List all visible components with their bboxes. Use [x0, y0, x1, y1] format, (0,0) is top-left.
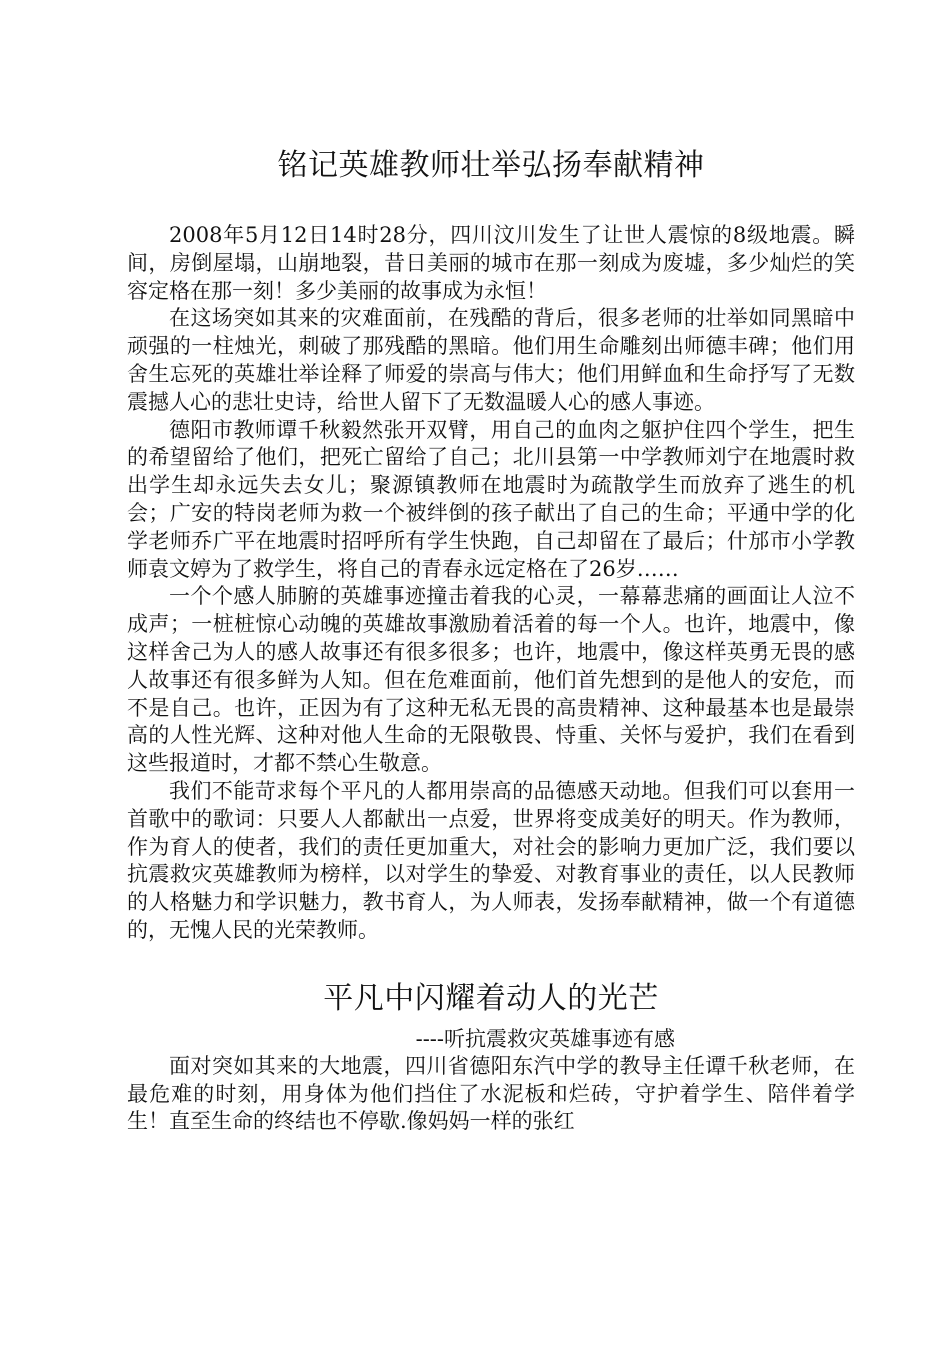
document-content [127, 140, 855, 1136]
article-2-title: 平凡中闪耀着动人的光芒 [323, 980, 659, 1016]
article-2-paragraph-1: 面对突如其来的大地震，四川省德阳东汽中学的教导主任谭千秋老师，在最危难的时刻，用身体为他们挡住了水泥板和烂砖，守护着学生、陪伴着学生！直至生命的终结也不停歇.像妈妈一样的张红 [127, 1053, 855, 1134]
article-1-paragraph-1: 2008年5月12日14时28分，四川汶川发生了让世人震惊的8级地震。瞬间，房倒屋塌，山崩地裂，昔日美丽的城市在那一刻成为废墟，多少灿烂的笑容定格在那一刻！多少美丽的故事成为永恒！ [127, 223, 855, 303]
article-1-paragraph-3: 德阳市教师谭千秋毅然张开双臂，用自己的血肉之躯护住四个学生，把生的希望留给了他们，把死亡留给了自己；北川县第一中学教师刘宁在地震时救出学生却永远失去女儿；聚源镇教师在地震时为疏散学生而放弃了逃生的机会；广安的特岗老师为救一个被绊倒的孩子献出了自己的生命；平通中学的化学老师乔广平在地震时招呼所有学生快跑，自己却留在了最后；什邡市小学教师袁文婷为了救学生，将自己的青春永远定格在了26岁…… [127, 417, 855, 581]
article-1-paragraph-5: 我们不能苛求每个平凡的人都用崇高的品德感天动地。但我们可以套用一首歌中的歌词：只要人人都献出一点爱，世界将变成美好的明天。作为教师，作为育人的使者，我们的责任更加重大，对社会的影响力更加广泛，我们要以抗震救灾英雄教师为榜样，以对学生的挚爱、对教育事业的责任，以人民教师的人格魅力和学识魅力，教书育人，为人师表，发扬奉献精神，做一个有道德的，无愧人民的光荣教师。 [127, 778, 855, 942]
article-1-paragraph-4: 一个个感人肺腑的英雄事迹撞击着我的心灵，一幕幕悲痛的画面让人泣不成声；一桩桩惊心动魄的英雄故事激励着活着的每一个人。也许，地震中，像这样舍己为人的感人故事还有很多很多；也许，地震中，像这样英勇无畏的感人故事还有很多鲜为人知。但在危难面前，他们首先想到的是他人的安危，而不是自己。也许，正因为有了这种无私无畏的高贵精神、这种最基本也是最崇高的人性光辉、这种对他人生命的无限敬畏、恃重、关怀与爱护，我们在看到这些报道时，才都不禁心生敬意。 [127, 584, 855, 776]
article-1-title: 铭记英雄教师壮举弘扬奉献精神 [277, 148, 705, 183]
article-2-subtitle: ----听抗震救灾英雄事迹有感 [415, 1026, 675, 1051]
article-1-paragraph-2: 在这场突如其来的灾难面前，在残酷的背后，很多老师的壮举如同黑暗中顽强的一柱烛光，刺破了那残酷的黑暗。他们用生命雕刻出师德丰碑；他们用舍生忘死的英雄壮举诠释了师爱的崇高与伟大；他们用鲜血和生命抒写了无数震撼人心的悲壮史诗，给世人留下了无数温暖人心的感人事迹。 [127, 306, 855, 414]
